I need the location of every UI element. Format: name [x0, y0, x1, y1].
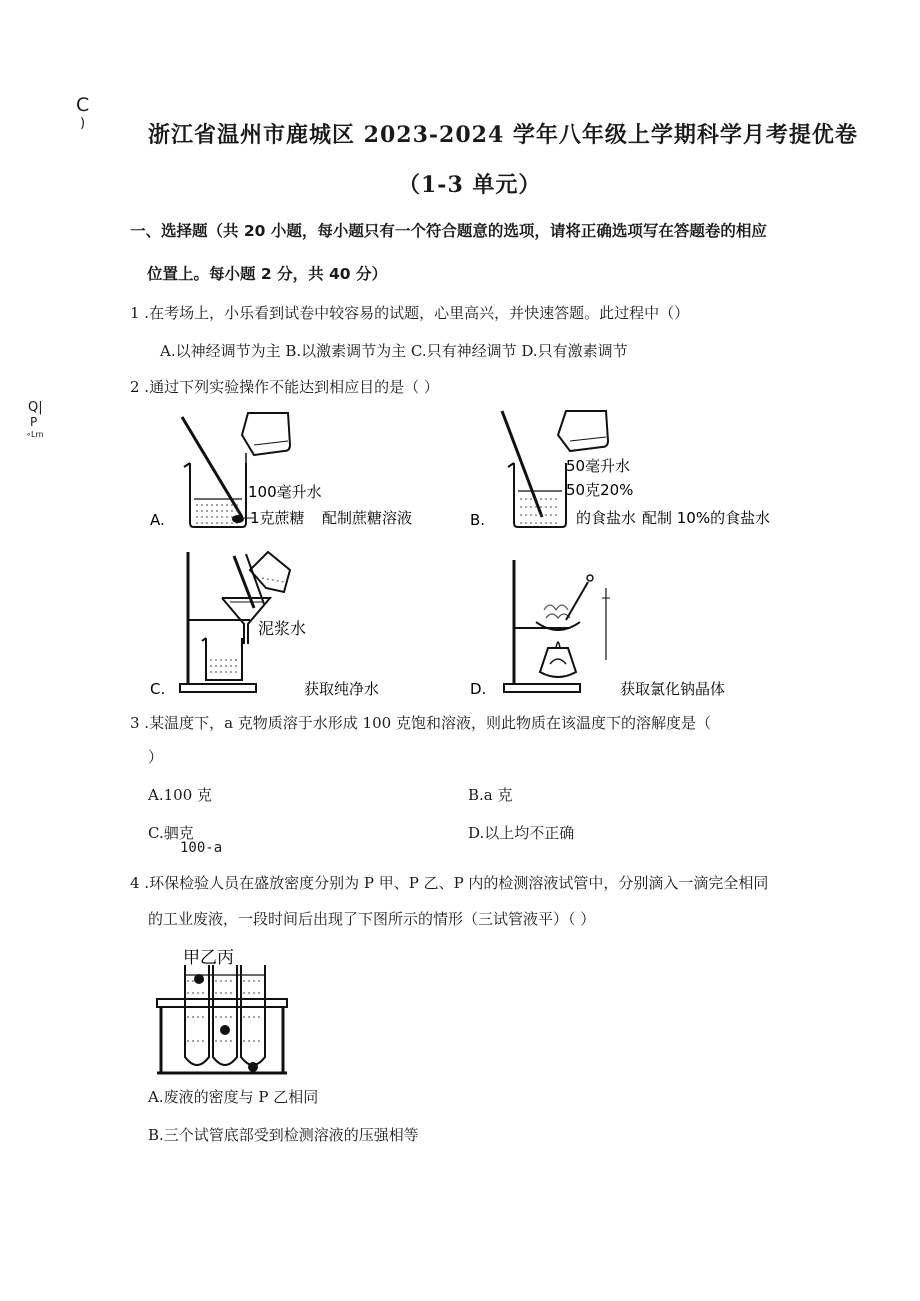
question-3-option-d: D.以上均不正确	[468, 824, 575, 842]
figure-a-caption: 配制蔗糖溶液	[322, 509, 413, 527]
figure-a-sugar-label: 1克蔗糖	[250, 509, 305, 527]
figure-c-label: C.	[150, 680, 166, 698]
margin-mark-p: P	[30, 415, 38, 429]
section-heading-line1: 一、选择题（共 20 小题，每小题只有一个符合题意的选项，请将正确选项写在答题卷的相应	[130, 222, 767, 240]
margin-mark-lrn: ∘Lrn	[26, 430, 44, 439]
figure-b-percent-label: 50克20%	[566, 481, 634, 499]
question-1-options: A.以神经调节为主 B.以激素调节为主 C.只有神经调节 D.只有激素调节	[160, 342, 628, 360]
figure-c-caption: 获取纯净水	[304, 680, 380, 698]
question-3-option-c-denominator: 100-a	[180, 840, 223, 856]
figure-a-dissolve-sugar	[150, 405, 430, 535]
figure-d-caption: 获取氯化钠晶体	[620, 680, 726, 698]
question-1-stem: 1 .在考场上，小乐看到试卷中较容易的试题，心里高兴，并快速答题。此过程中（）	[130, 304, 690, 322]
question-3-option-b: B.a 克	[468, 786, 513, 804]
section-heading-line2: 位置上。每小题 2 分，共 40 分）	[147, 265, 387, 283]
margin-mark-q: Q|	[28, 400, 43, 415]
figure-b-dilute-salt	[470, 405, 790, 535]
question-3-option-c: C.驷克	[148, 824, 194, 842]
figure-a-water-label: 100毫升水	[248, 483, 322, 501]
question-3-option-a: A.100 克	[148, 786, 212, 804]
figure-test-tube-rack	[155, 945, 295, 1075]
question-3-stem: 3 .某温度下，a 克物质溶于水形成 100 克饱和溶液，则此物质在该温度下的溶解度是（	[130, 714, 711, 732]
figure-b-salt-label: 的食盐水	[576, 509, 637, 527]
question-4-stem-line2: 的工业废液，一段时间后出现了下图所示的情形（三试管液平）（ ）	[148, 910, 596, 928]
tube-labels: 甲乙丙	[183, 948, 234, 968]
page-title: 浙江省温州市鹿城区 2023-2024 学年八年级上学期科学月考提优卷	[148, 122, 858, 148]
question-4-option-a: A.废液的密度与 P 乙相同	[148, 1088, 319, 1106]
figure-b-label: B.	[470, 511, 486, 529]
page-subtitle: （1-3 单元）	[398, 172, 542, 198]
figure-a-label: A.	[150, 511, 165, 529]
figure-b-water-label: 50毫升水	[566, 457, 631, 475]
figure-b-caption: 配制 10%的食盐水	[642, 509, 771, 527]
margin-mark-paren: )	[80, 116, 86, 131]
figure-c-mud-label: 泥浆水	[258, 619, 307, 638]
figure-d-evaporation	[470, 548, 770, 698]
figure-c-filtration	[150, 548, 430, 698]
question-2-stem: 2 .通过下列实验操作不能达到相应目的是（ ）	[130, 378, 439, 396]
figure-d-label: D.	[470, 680, 487, 698]
margin-mark-c: C	[76, 94, 90, 116]
question-4-option-b: B.三个试管底部受到检测溶液的压强相等	[148, 1126, 419, 1144]
question-3-stem-end: ）	[148, 748, 164, 766]
question-4-stem-line1: 4 .环保检验人员在盛放密度分别为 P 甲、P 乙、P 内的检测溶液试管中，分别滴入一滴完全相同	[130, 874, 769, 892]
